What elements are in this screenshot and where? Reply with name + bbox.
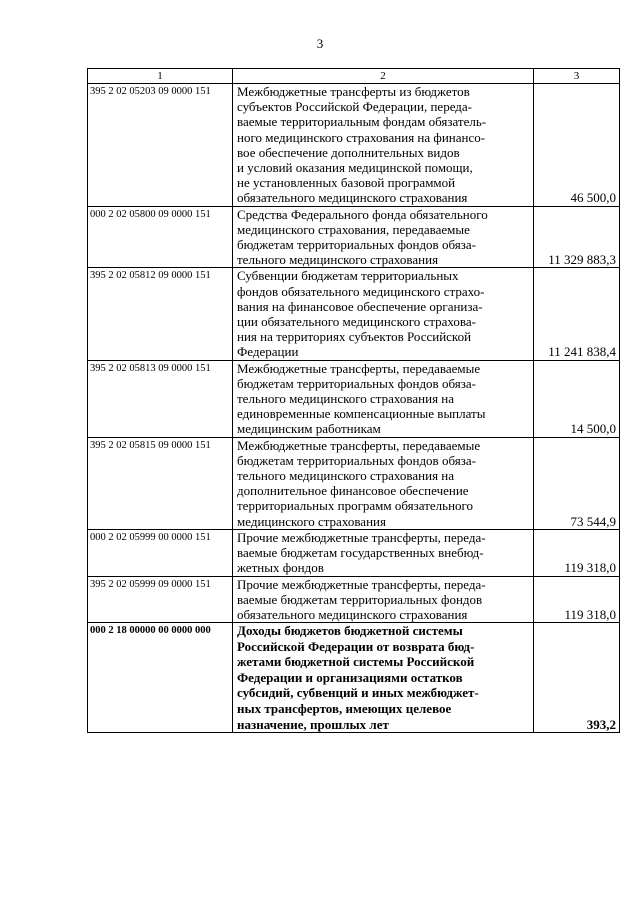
description-cell xyxy=(233,529,534,576)
description-line: Субвенции бюджетам территориальных xyxy=(237,268,459,284)
description-line: Средства Федерального фонда обязательного xyxy=(237,206,488,222)
budget-code-cell: 395 2 02 05203 09 0000 151 xyxy=(88,84,233,207)
table-row xyxy=(88,529,620,576)
description-line: Прочие межбюджетные трансферты, переда- xyxy=(237,529,486,545)
budget-code-cell: 395 2 02 05999 09 0000 151 xyxy=(88,576,233,623)
description-line: жетных фондов xyxy=(237,560,324,576)
table-row xyxy=(88,576,620,623)
description-line: медицинского страхования xyxy=(237,513,386,529)
description-line: и условий оказания медицинской помощи, xyxy=(237,160,473,176)
budget-code-cell: 395 2 02 05815 09 0000 151 xyxy=(88,437,233,529)
description-line: бюджетам территориальных фондов обяза- xyxy=(237,237,476,253)
description-line: Федерации и организациями остатков xyxy=(237,669,463,685)
description-line: Межбюджетные трансферты из бюджетов xyxy=(237,84,470,99)
description-line: тельного медицинского страхования xyxy=(237,252,439,268)
column-header-1: 1 xyxy=(88,69,233,84)
description-cell xyxy=(233,623,534,733)
description-line: ваемые территориальным фондам обязатель- xyxy=(237,114,487,130)
description-line: Прочие межбюджетные трансферты, переда- xyxy=(237,576,486,592)
description-line: субсидий, субвенций и иных межбюджет- xyxy=(237,685,479,701)
description-line: территориальных программ обязательного xyxy=(237,498,474,514)
description-line: ваемые бюджетам государственных внебюд- xyxy=(237,545,484,561)
table-row xyxy=(88,360,620,437)
description-line: субъектов Российской Федерации, переда- xyxy=(237,99,473,115)
table-row xyxy=(88,623,620,733)
budget-code-cell: 000 2 18 00000 00 0000 000 xyxy=(88,623,233,733)
budget-code-cell: 395 2 02 05813 09 0000 151 xyxy=(88,360,233,437)
description-line: единовременные компенсационные выплаты xyxy=(237,406,486,422)
amount-cell: 46 500,0 xyxy=(534,84,620,207)
page-number: 3 xyxy=(316,36,324,51)
description-line: Российской Федерации от возврата бюд- xyxy=(237,638,475,654)
description-line: не установленных базовой программой xyxy=(237,175,456,191)
description-cell xyxy=(233,206,534,268)
description-line: фондов обязательного медицинского страхо- xyxy=(237,283,485,299)
description-line: дополнительное финансовое обеспечение xyxy=(237,483,469,499)
description-line: бюджетам территориальных фондов обяза- xyxy=(237,375,476,391)
budget-code-cell: 395 2 02 05812 09 0000 151 xyxy=(88,268,233,360)
description-cell xyxy=(233,576,534,623)
table-row xyxy=(88,268,620,360)
budget-code-cell: 000 2 02 05999 00 0000 151 xyxy=(88,529,233,576)
description-line: вания на финансовое обеспечение организа- xyxy=(237,298,483,314)
table-row xyxy=(88,206,620,268)
description-line: Межбюджетные трансферты, передаваемые xyxy=(237,437,481,453)
description-line: тельного медицинского страхования на xyxy=(237,468,455,484)
description-line: ния на территориях субъектов Российской xyxy=(237,329,472,345)
description-line: бюджетам территориальных фондов обяза- xyxy=(237,452,476,468)
description-line: Доходы бюджетов бюджетной системы xyxy=(237,623,463,639)
description-line: ваемые бюджетам территориальных фондов xyxy=(237,591,483,607)
amount-cell: 11 241 838,4 xyxy=(534,268,620,360)
table-row xyxy=(88,84,620,207)
amount-cell: 73 544,9 xyxy=(534,437,620,529)
description-line: жетами бюджетной системы Российской xyxy=(237,654,475,670)
amount-cell: 393,2 xyxy=(534,623,620,733)
description-line: Федерации xyxy=(237,344,299,360)
description-line: обязательного медицинского страхования xyxy=(237,606,468,622)
budget-code-cell: 000 2 02 05800 09 0000 151 xyxy=(88,206,233,268)
description-line: вое обеспечение дополнительных видов xyxy=(237,144,460,160)
description-cell xyxy=(233,437,534,529)
column-header-2: 2 xyxy=(233,69,534,84)
description-cell xyxy=(233,268,534,360)
table-row xyxy=(88,437,620,529)
description-line: ного медицинского страхования на финансо- xyxy=(237,129,486,145)
description-line: медицинским работникам xyxy=(237,421,381,437)
description-line: обязательного медицинского страхования xyxy=(237,190,468,206)
description-line: медицинского страхования, передаваемые xyxy=(237,221,470,237)
amount-cell: 119 318,0 xyxy=(534,576,620,623)
description-line: Межбюджетные трансферты, передаваемые xyxy=(237,360,481,376)
description-cell xyxy=(233,360,534,437)
description-line: ции обязательного медицинского страхова- xyxy=(237,314,476,330)
amount-cell: 119 318,0 xyxy=(534,529,620,576)
amount-cell: 11 329 883,3 xyxy=(534,206,620,268)
column-header-3: 3 xyxy=(534,69,620,84)
description-line: ных трансфертов, имеющих целевое xyxy=(237,701,452,717)
budget-revenue-table xyxy=(87,68,620,733)
table-header-row xyxy=(88,69,620,84)
description-line: назначение, прошлых лет xyxy=(237,716,389,732)
amount-cell: 14 500,0 xyxy=(534,360,620,437)
description-cell xyxy=(233,84,534,207)
description-line: тельного медицинского страхования на xyxy=(237,391,455,407)
